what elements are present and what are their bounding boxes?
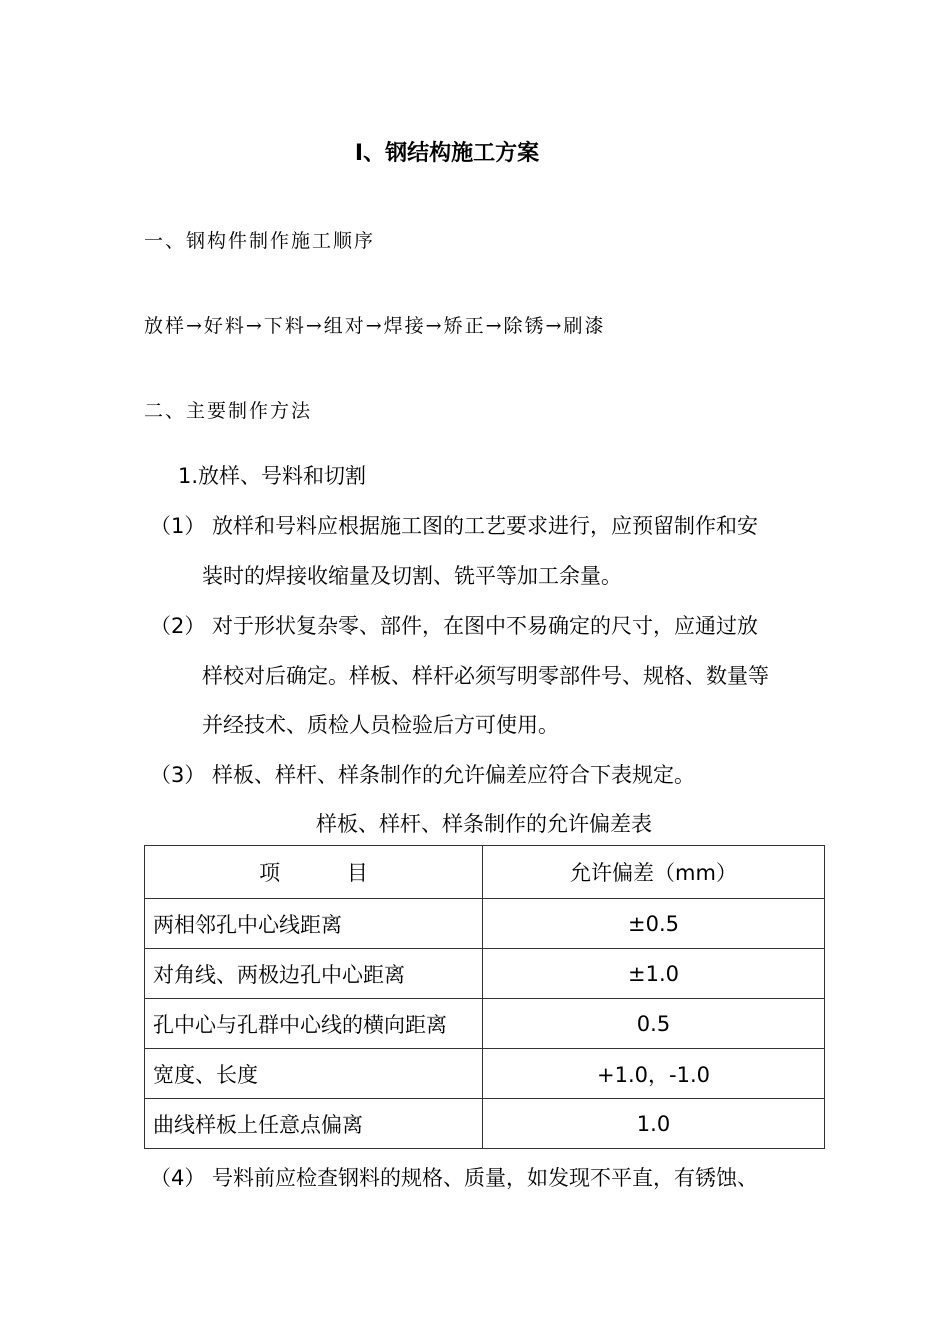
paragraph-2-line-3: 并经技术、质检人员检验后方可使用。 xyxy=(202,713,559,737)
paragraph-2-line-2: 样校对后确定。样板、样杆必须写明零部件号、规格、数量等 xyxy=(202,664,769,688)
table-cell-item: 宽度、长度 xyxy=(145,1049,483,1099)
paragraph-2-line-1: （2） 对于形状复杂零、部件，在图中不易确定的尺寸，应通过放 xyxy=(150,614,759,638)
paragraph-1-line-1: （1） 放样和号料应根据施工图的工艺要求进行，应预留制作和安 xyxy=(150,514,759,538)
table-row xyxy=(145,1099,825,1149)
process-sequence: 放样→好料→下料→组对→焊接→矫正→除锈→刷漆 xyxy=(144,315,606,337)
table-cell-item: 两相邻孔中心线距离 xyxy=(145,899,483,949)
table-row xyxy=(145,949,825,999)
table-caption: 样板、样杆、样条制作的允许偏差表 xyxy=(316,812,652,836)
paragraph-4-line-1: （4） 号料前应检查钢料的规格、质量，如发现不平直，有锈蚀、 xyxy=(150,1166,759,1190)
paragraph-1-line-2: 装时的焊接收缩量及切割、铣平等加工余量。 xyxy=(202,564,622,588)
table-header-item: 项 目 xyxy=(145,846,483,899)
table-row xyxy=(145,1049,825,1099)
table-cell-tolerance: 0.5 xyxy=(483,999,825,1049)
section-heading-methods: 二、主要制作方法 xyxy=(144,400,313,422)
subsection-heading-layout: 1.放样、号料和切割 xyxy=(178,464,367,488)
table-cell-item: 曲线样板上任意点偏离 xyxy=(145,1099,483,1149)
table-row xyxy=(145,999,825,1049)
page-title: I、钢结构施工方案 xyxy=(354,141,540,166)
tolerance-table xyxy=(144,845,825,1149)
table-header-tolerance: 允许偏差（mm） xyxy=(483,846,825,899)
table-cell-item: 对角线、两极边孔中心距离 xyxy=(145,949,483,999)
table-cell-tolerance: ±1.0 xyxy=(483,949,825,999)
table-cell-tolerance: +1.0，-1.0 xyxy=(483,1049,825,1099)
table-cell-tolerance: ±0.5 xyxy=(483,899,825,949)
table-cell-item: 孔中心与孔群中心线的横向距离 xyxy=(145,999,483,1049)
table-cell-tolerance: 1.0 xyxy=(483,1099,825,1149)
section-heading-sequence: 一、钢构件制作施工顺序 xyxy=(144,230,376,252)
paragraph-3-line-1: （3） 样板、样杆、样条制作的允许偏差应符合下表规定。 xyxy=(150,763,696,787)
table-row xyxy=(145,899,825,949)
table-header-row xyxy=(145,846,825,899)
